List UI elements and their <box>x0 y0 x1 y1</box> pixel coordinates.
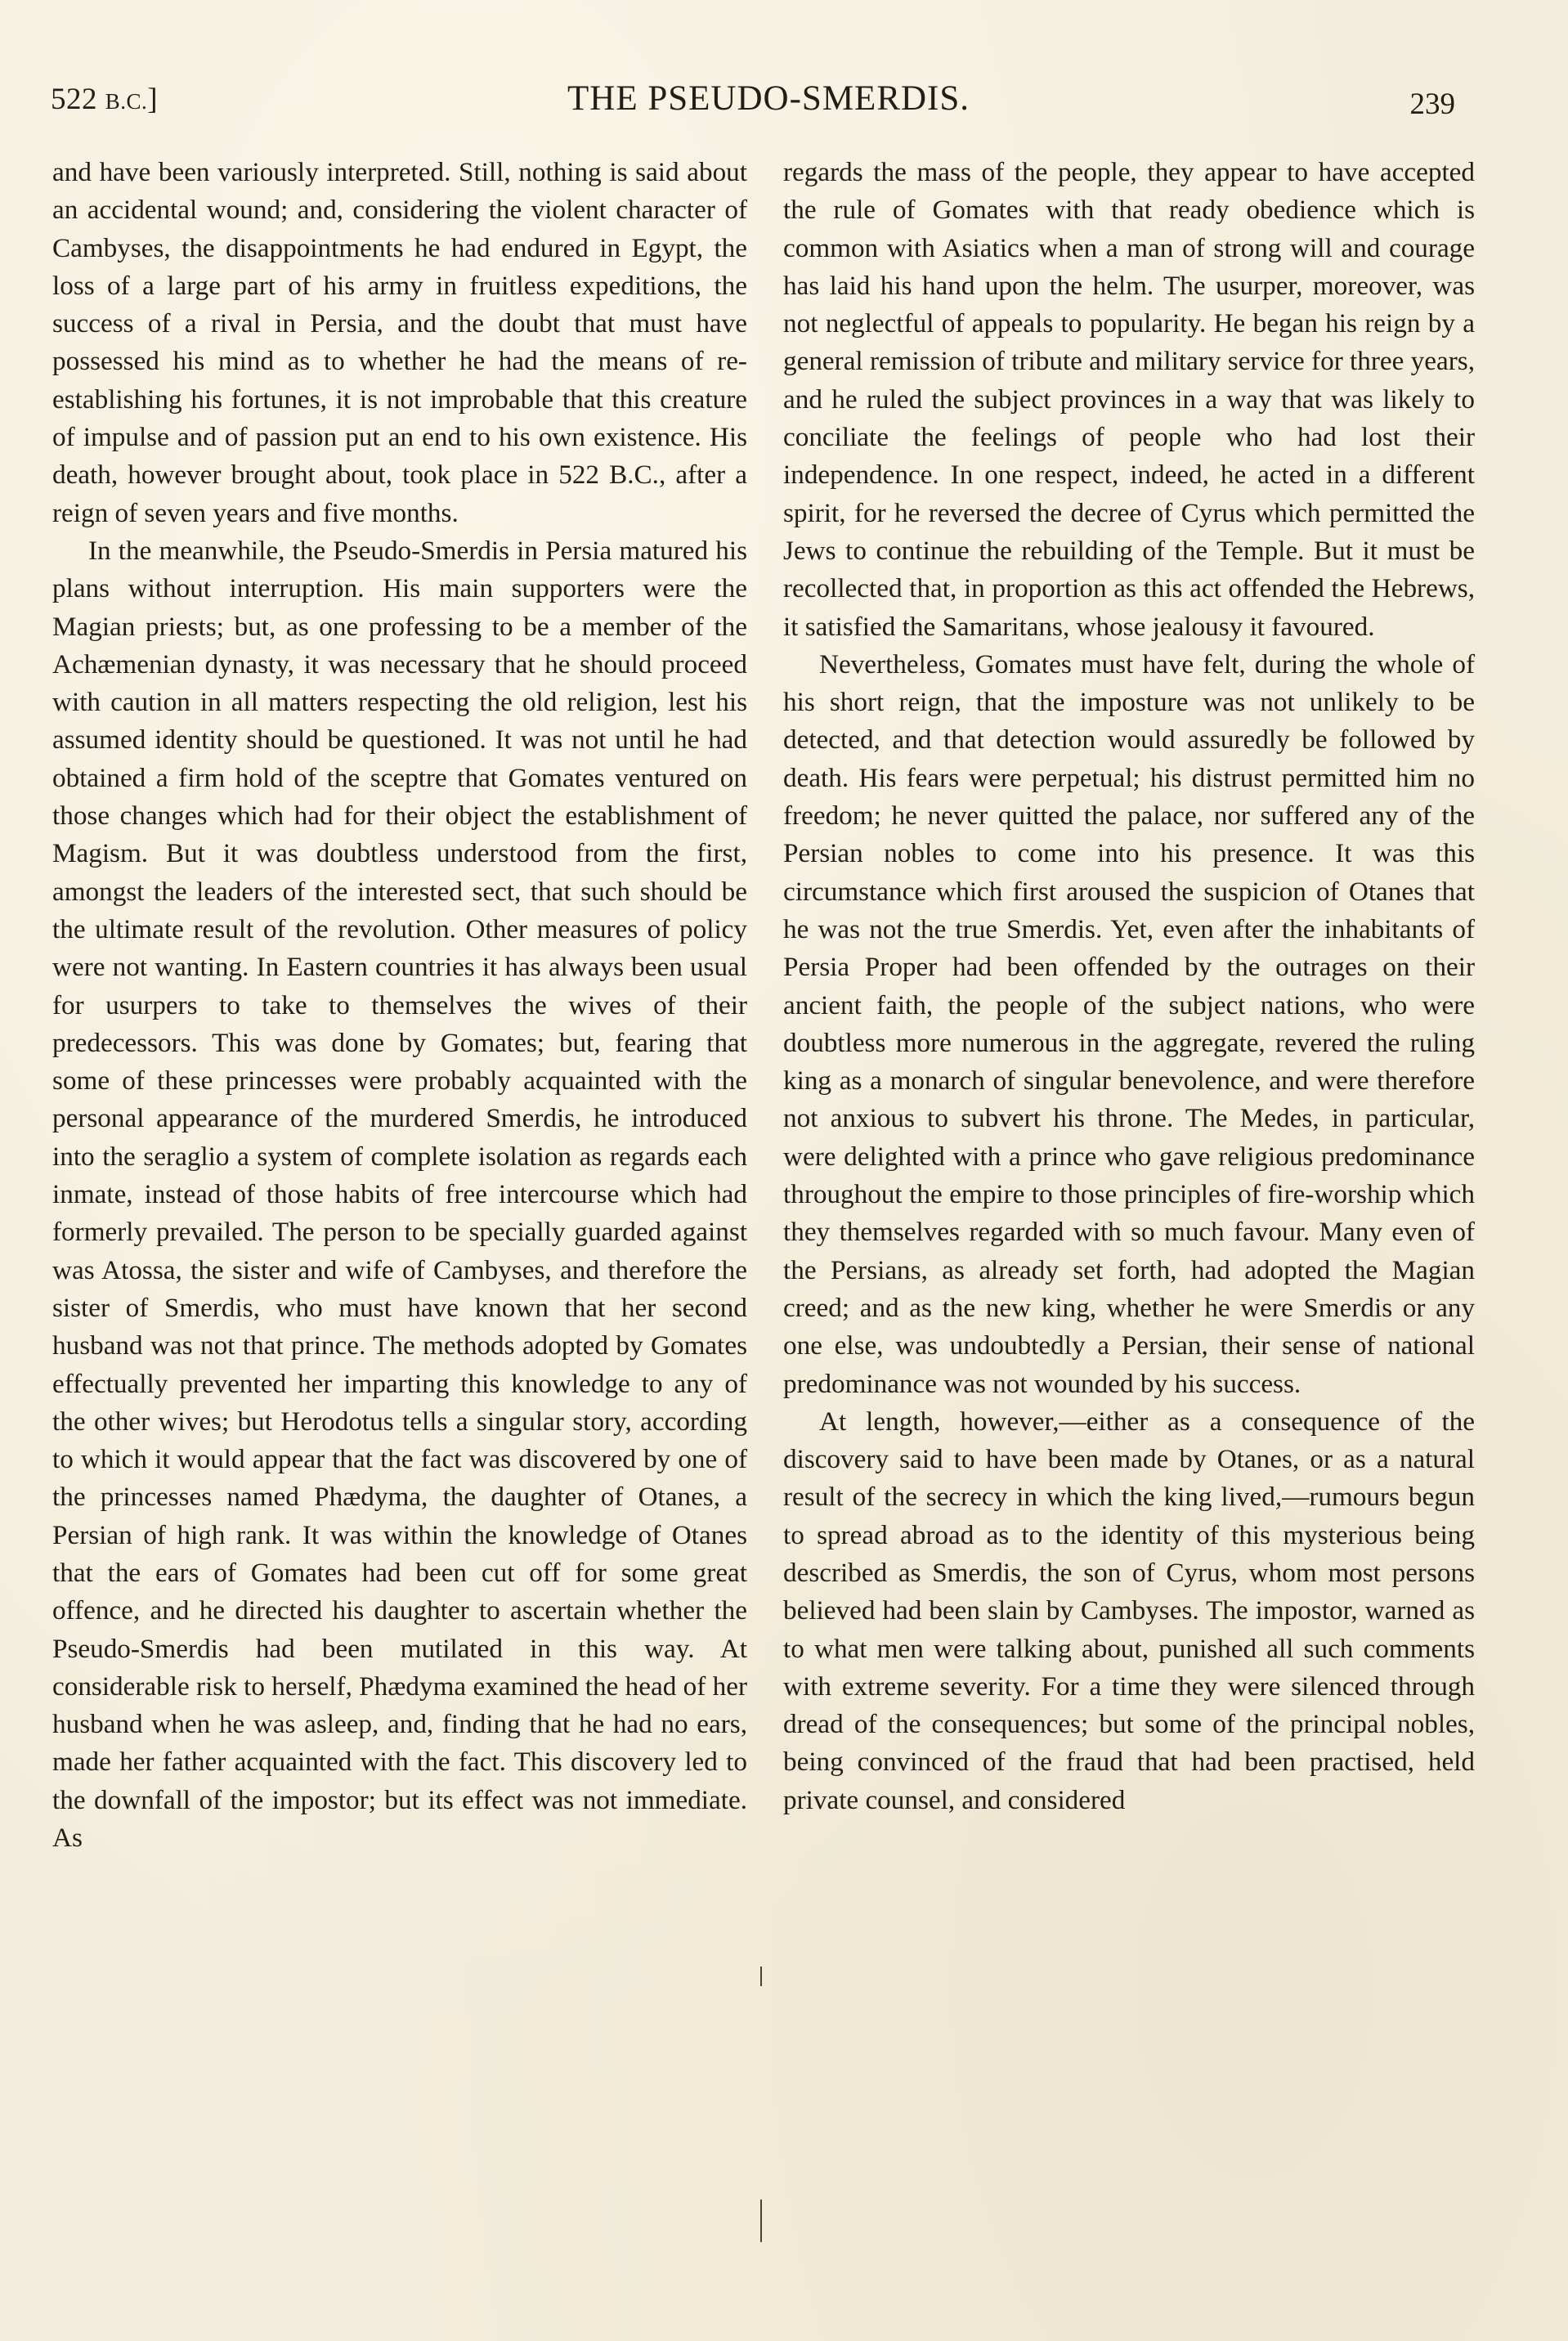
left-paragraph-1: and have been variously interpreted. Still, nothing is said about an accidental wound; and, considering the violent character of Cambyses, the disappointments he had endured in Egypt, the loss of a large part of his army in fruitless expeditions, the success of a rival in Persia, and the doubt that must have possessed his mind as to whether he had the means of re-establishing his fortunes, it is not improbable that this creature of impulse and of passion put an end to his own existence. His death, however brought about, took place in 522 B.C., after a reign of seven years and five months. <box>52 157 747 528</box>
gutter-mark-upper <box>760 1967 762 1986</box>
running-head-date <box>51 82 158 117</box>
left-column <box>52 154 747 1857</box>
left-paragraph-2: In the meanwhile, the Pseudo-Smerdis in Persia matured his plans without interruption. His main supporters were the Magian priests; but, as one professing to be a member of the Achæmenian dynasty, it was necessary that he should proceed with caution in all matters respecting the old religion, lest his assumed identity should be questioned. It was not until he had obtained a firm hold of the sceptre that Gomates ventured on those changes which had for their object the establishment of Magism. But it was doubtless understood from the first, amongst the leaders of the interested sect, that such should be the ultimate result of the revolution. Other measures of policy were not wanting. In Eastern countries it has always been usual for usurpers to take to themselves the wives of their predecessors. This was done by Gomates; but, fearing that some of these princesses were probably acquainted with the personal appearance of the murdered Smerdis, he introduced into the seraglio a system of complete isolation as regards each inmate, instead of those habits of free intercourse which had formerly prevailed. The person to be specially guarded against was Atossa, the sister and wife of Cambyses, and therefore the sister of Smerdis, who must have known that her second husband was not that prince. The methods adopted by Gomates effectually prevented her imparting this knowledge to any of the other wives; but Herodotus tells a singular story, according to which it would appear that the fact was discovered by one of the princesses named Phædyma, the daughter of Otanes, a Persian of high rank. It was within the knowledge of Otanes that the ears of Gomates had been cut off for some great offence, and he directed his daughter to ascertain whether the Pseudo-Smerdis had been mutilated in this way. At considerable risk to herself, Phædyma examined the head of her husband when he was asleep, and, finding that he had no ears, made her father acquainted with the fact. This discovery led to the downfall of the impostor; but its effect was not immediate. As <box>52 535 747 1854</box>
right-paragraph-2: Nevertheless, Gomates must have felt, during the whole of his short reign, that the imposture was not unlikely to be detected, and that detection would assuredly be followed by death. His fears were perpetual; his distrust permitted him no freedom; he never quitted the palace, nor suffered any of the Persian nobles to come into his presence. It was this circumstance which first aroused the suspicion of Otanes that he was not the true Smerdis. Yet, even after the inhabitants of Persia Proper had been offended by the outrages on their ancient faith, the people of the subject nations, who were doubtless more numerous in the aggregate, revered the ruling king as a monarch of singular benevolence, and were therefore not anxious to subvert his throne. The Medes, in particular, were delighted with a prince who gave religious predominance throughout the empire to those principles of fire-worship which they themselves regarded with so much favour. Many even of the Persians, as already set forth, had adopted the Magian creed; and as the new king, whether he were Smerdis or any one else, was undoubtedly a Persian, their sense of national predominance was not wounded by his success. <box>783 648 1475 1399</box>
running-head-title: THE PSEUDO-SMERDIS. <box>567 79 970 118</box>
running-head-year: 522 <box>51 83 97 116</box>
gutter-mark-lower <box>760 2200 762 2242</box>
running-head <box>51 72 1455 123</box>
page-number: 239 <box>1409 87 1455 121</box>
running-head-bracket: ] <box>147 83 159 116</box>
right-column <box>783 154 1475 1819</box>
running-head-era: B.C. <box>105 89 148 114</box>
right-paragraph-1: regards the mass of the people, they appear to have accepted the rule of Gomates with that ready obedience which is common with Asiatics when a man of strong will and courage has laid his hand upon the helm. The usurper, moreover, was not neglectful of appeals to popularity. He began his reign by a general remission of tribute and military service for three years, and he ruled the subject provinces in a way that was likely to conciliate the feelings of people who had lost their independence. In one respect, indeed, he acted in a different spirit, for he reversed the decree of Cyrus which permitted the Jews to continue the rebuilding of the Temple. But it must be recollected that, in proportion as this act offended the Hebrews, it satisfied the Samaritans, whose jealousy it favoured. <box>783 157 1475 642</box>
right-paragraph-3: At length, however,—either as a consequence of the discovery said to have been made by Otanes, or as a natural result of the secrecy in which the king lived,—rumours begun to spread abroad as to the identity of this mysterious being described as Smerdis, the son of Cyrus, whom most persons believed had been slain by Cambyses. The impostor, warned as to what men were talking about, punished all such comments with extreme severity. For a time they were silenced through dread of the consequences; but some of the principal nobles, being convinced of the fraud that had been practised, held private counsel, and considered <box>783 1406 1475 1815</box>
